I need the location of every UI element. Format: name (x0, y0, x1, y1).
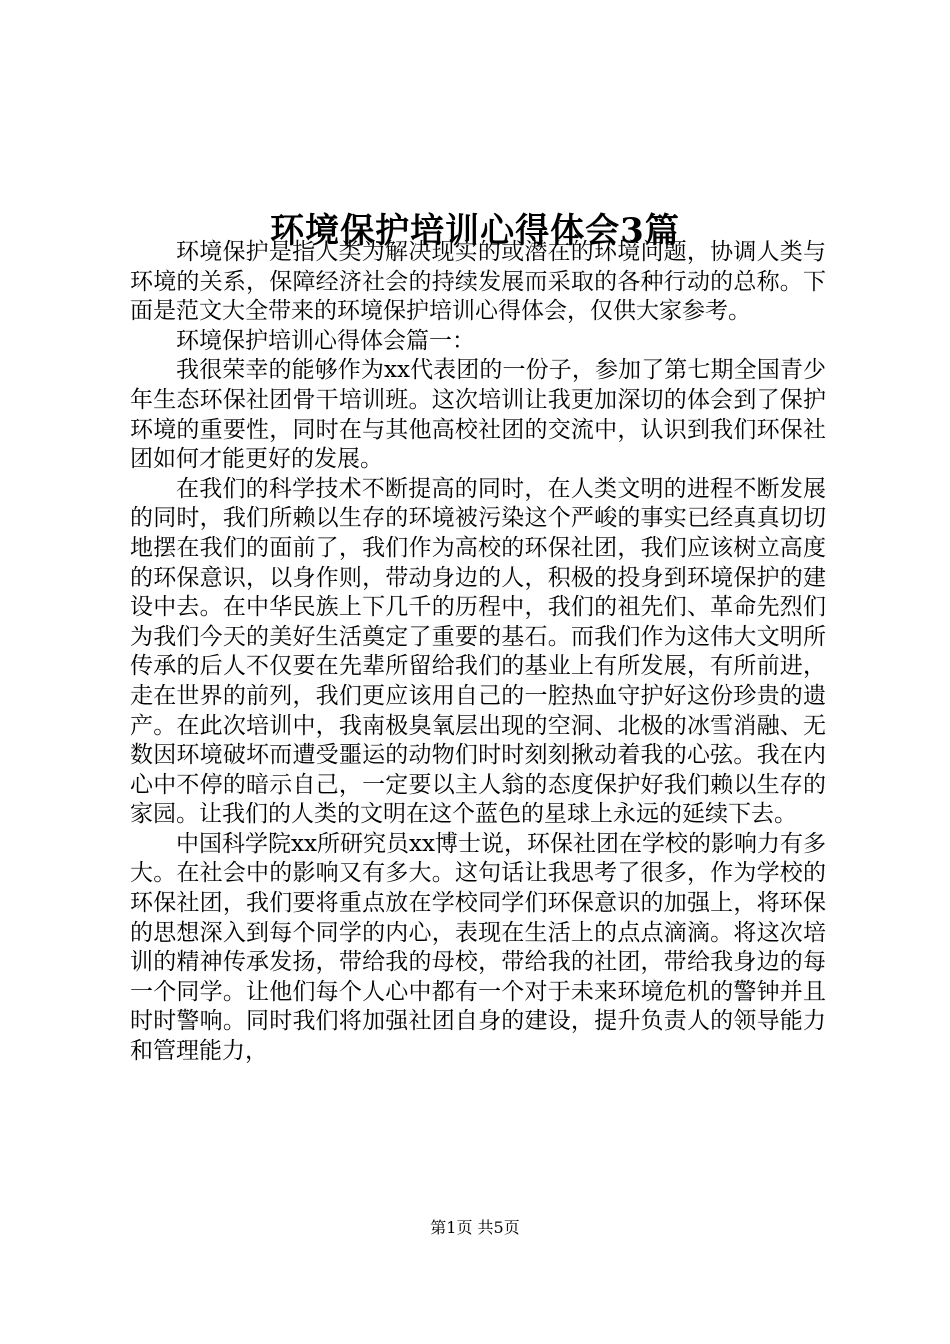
paragraph-environment-awareness: 在我们的科学技术不断提高的同时，在人类文明的进程不断发展的同时，我们所赖以生存的环境被污染这个严峻的事实已经真真切切地摆在我们的面前了，我们作为高校的环保社团，我们应该树立高度的环保意识，以身作则，带动身边的人，积极的投身到环境保护的建设中去。在中华民族上下几千的历程中，我们的祖先们、革命先烈们为我们今天的美好生活奠定了重要的基石。而我们作为这伟大文明所传承的后人不仅要在先辈所留给我们的基业上有所发展，有所前进，走在世界的前列，我们更应该用自己的一腔热血守护好这份珍贵的遗产。在此次培训中，我南极臭氧层出现的空洞、北极的冰雪消融、无数因环境破坏而遭受噩运的动物们时时刻刻揪动着我的心弦。我在内心中不停的暗示自己，一定要以主人翁的态度保护好我们赖以生存的家园。让我们的人类的文明在这个蓝色的星球上永远的延续下去。 (130, 475, 826, 828)
paragraph-section-heading: 环境保护培训心得体会篇一： (176, 327, 475, 354)
document-body (130, 238, 826, 1067)
paragraph-club-influence: 中国科学院xx所研究员xx博士说，环保社团在学校的影响力有多大。在社会中的影响又有多大。这句话让我思考了很多，作为学校的环保社团，我们要将重点放在学校同学们环保意识的加强上，将环保的思想深入到每个同学的内心，表现在生活上的点点滴滴。将这次培训的精神传承发扬，带给我的母校，带给我的社团，带给我身边的每一个同学。让他们每个人心中都有一个对于未来环境危机的警钟并且时时警响。同时我们将加强社团自身的建设，提升负责人的领导能力和管理能力， (130, 830, 826, 1065)
document-title: 环境保护培训心得体会3篇 (270, 210, 680, 251)
paragraph-intro: 环境保护是指人类为解决现实的或潜在的环境问题，协调人类与环境的关系，保障经济社会的持续发展而采取的各种行动的总称。下面是范文大全带来的环境保护培训心得体会，仅供大家参考。 (130, 239, 826, 325)
paragraph-training-honor: 我很荣幸的能够作为xx代表团的一份子，参加了第七期全国青少年生态环保社团骨干培训班。这次培训让我更加深切的体会到了保护环境的重要性，同时在与其他高校社团的交流中，认识到我们环保社团如何才能更好的发展。 (130, 357, 826, 473)
page-number-footer: 第1页 共5页 (430, 1218, 520, 1237)
